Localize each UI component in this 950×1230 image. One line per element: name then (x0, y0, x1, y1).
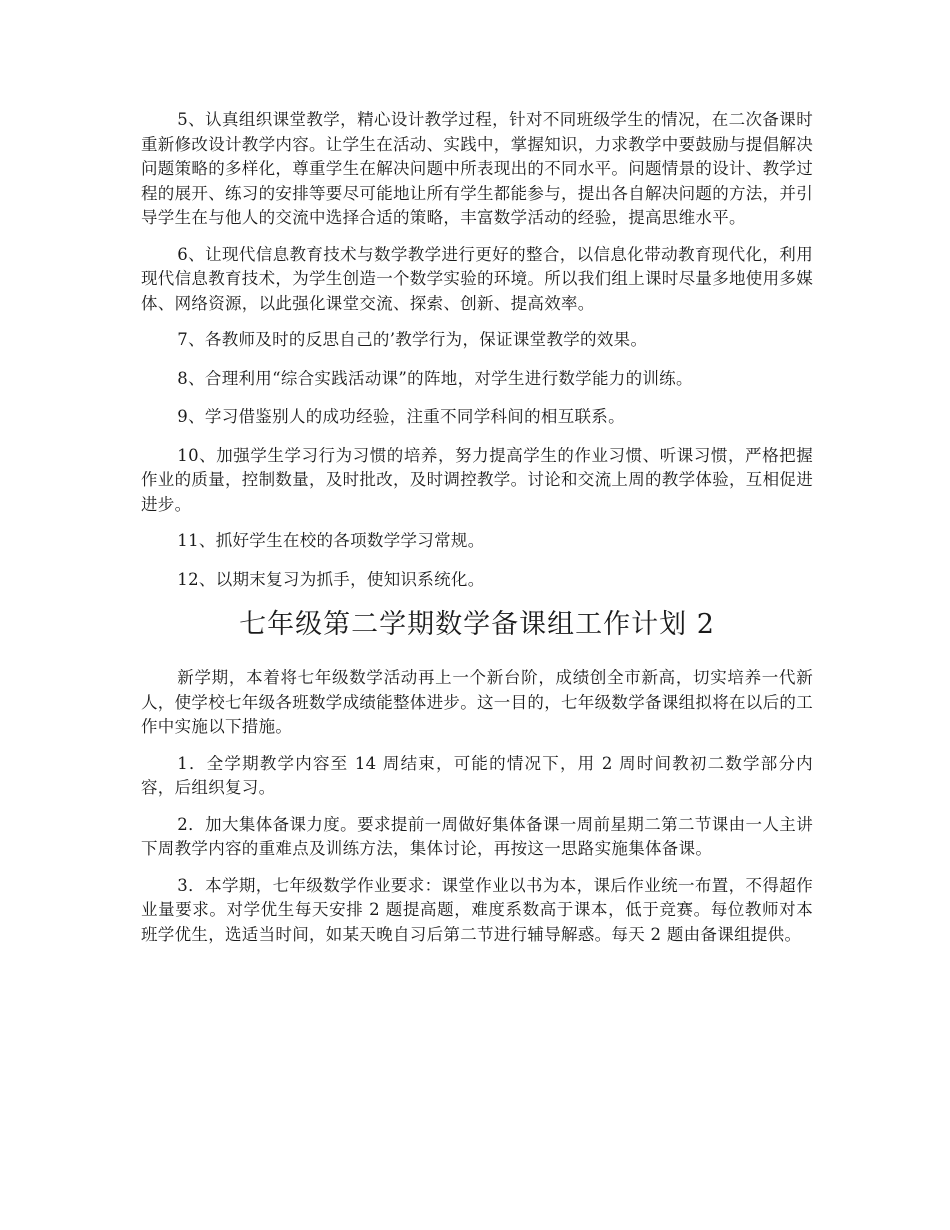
item-6-paragraph: 6、让现代信息教育技术与数学教学进行更好的整合，以信息化带动教育现代化，利用现代信息教育技术，为学生创造一个数学实验的环境。所以我们组上课时尽量多地使用多媒体、网络资源，以此强化课堂交流、探索、创新、提高效率。 (141, 244, 813, 313)
item-7-paragraph: 7、各教师及时的反思自己的’教学行为，保证课堂教学的效果。 (177, 330, 648, 349)
plan-2-item-1-paragraph: 1．全学期教学内容至 14 周结束，可能的情况下，用 2 周时间教初二数学部分内容，后组织复习。 (141, 753, 813, 797)
plan-2-heading: 七年级第二学期数学备课组工作计划 2 (239, 609, 715, 640)
item-10-paragraph: 10、加强学生学习行为习惯的培养，努力提高学生的作业习惯、听课习惯，严格把握作业的质量，控制数量，及时批改，及时调控教学。讨论和交流上周的教学体验，互相促进进步。 (141, 445, 813, 514)
item-5-paragraph: 5、认真组织课堂教学，精心设计教学过程，针对不同班级学生的情况，在二次备课时重新修改设计教学内容。让学生在活动、实践中，掌握知识，力求教学中要鼓励与提倡解决问题策略的多样化，尊重学生在解决问题中所表现出的不同水平。问题情景的设计、教学过程的展开、练习的安排等要尽可能地让所有学生都能参与，提出各自解决问题的方法，并引导学生在与他人的交流中选择合适的策略，丰富数学活动的经验，提高思维水平。 (141, 110, 813, 227)
plan-2-intro-paragraph: 新学期，本着将七年级数学活动再上一个新台阶，成绩创全市新高，切实培养一代新人，使学校七年级各班数学成绩能整体进步。这一目的，七年级数学备课组拟将在以后的工作中实施以下措施。 (141, 668, 813, 736)
plan-2-item-2-paragraph: 2．加大集体备课力度。要求提前一周做好集体备课一周前星期二第二节课由一人主讲下周教学内容的重难点及训练方法，集体讨论，再按这一思路实施集体备课。 (141, 814, 813, 858)
document-page (141, 108, 813, 959)
item-8-paragraph: 8、合理利用“综合实践活动课”的阵地，对学生进行数学能力的训练。 (177, 368, 693, 388)
item-12-paragraph: 12、以期末复习为抓手，使知识系统化。 (177, 569, 485, 589)
item-11-paragraph: 11、抓好学生在校的各项数学学习常规。 (177, 531, 485, 550)
item-9-paragraph: 9、学习借鉴别人的成功经验，注重不同学科间的相互联系。 (177, 407, 625, 426)
plan-2-item-3-paragraph: 3．本学期，七年级数学作业要求：课堂作业以书为本，课后作业统一布置，不得超作业量要求。对学优生每天安排 2 题提高题，难度系数高于课本，低于竞赛。每位教师对本班学优生，选适当时间，如某天晚自习后第二节进行辅导解惑。每天 2 题由备课组提供。 (141, 875, 813, 944)
